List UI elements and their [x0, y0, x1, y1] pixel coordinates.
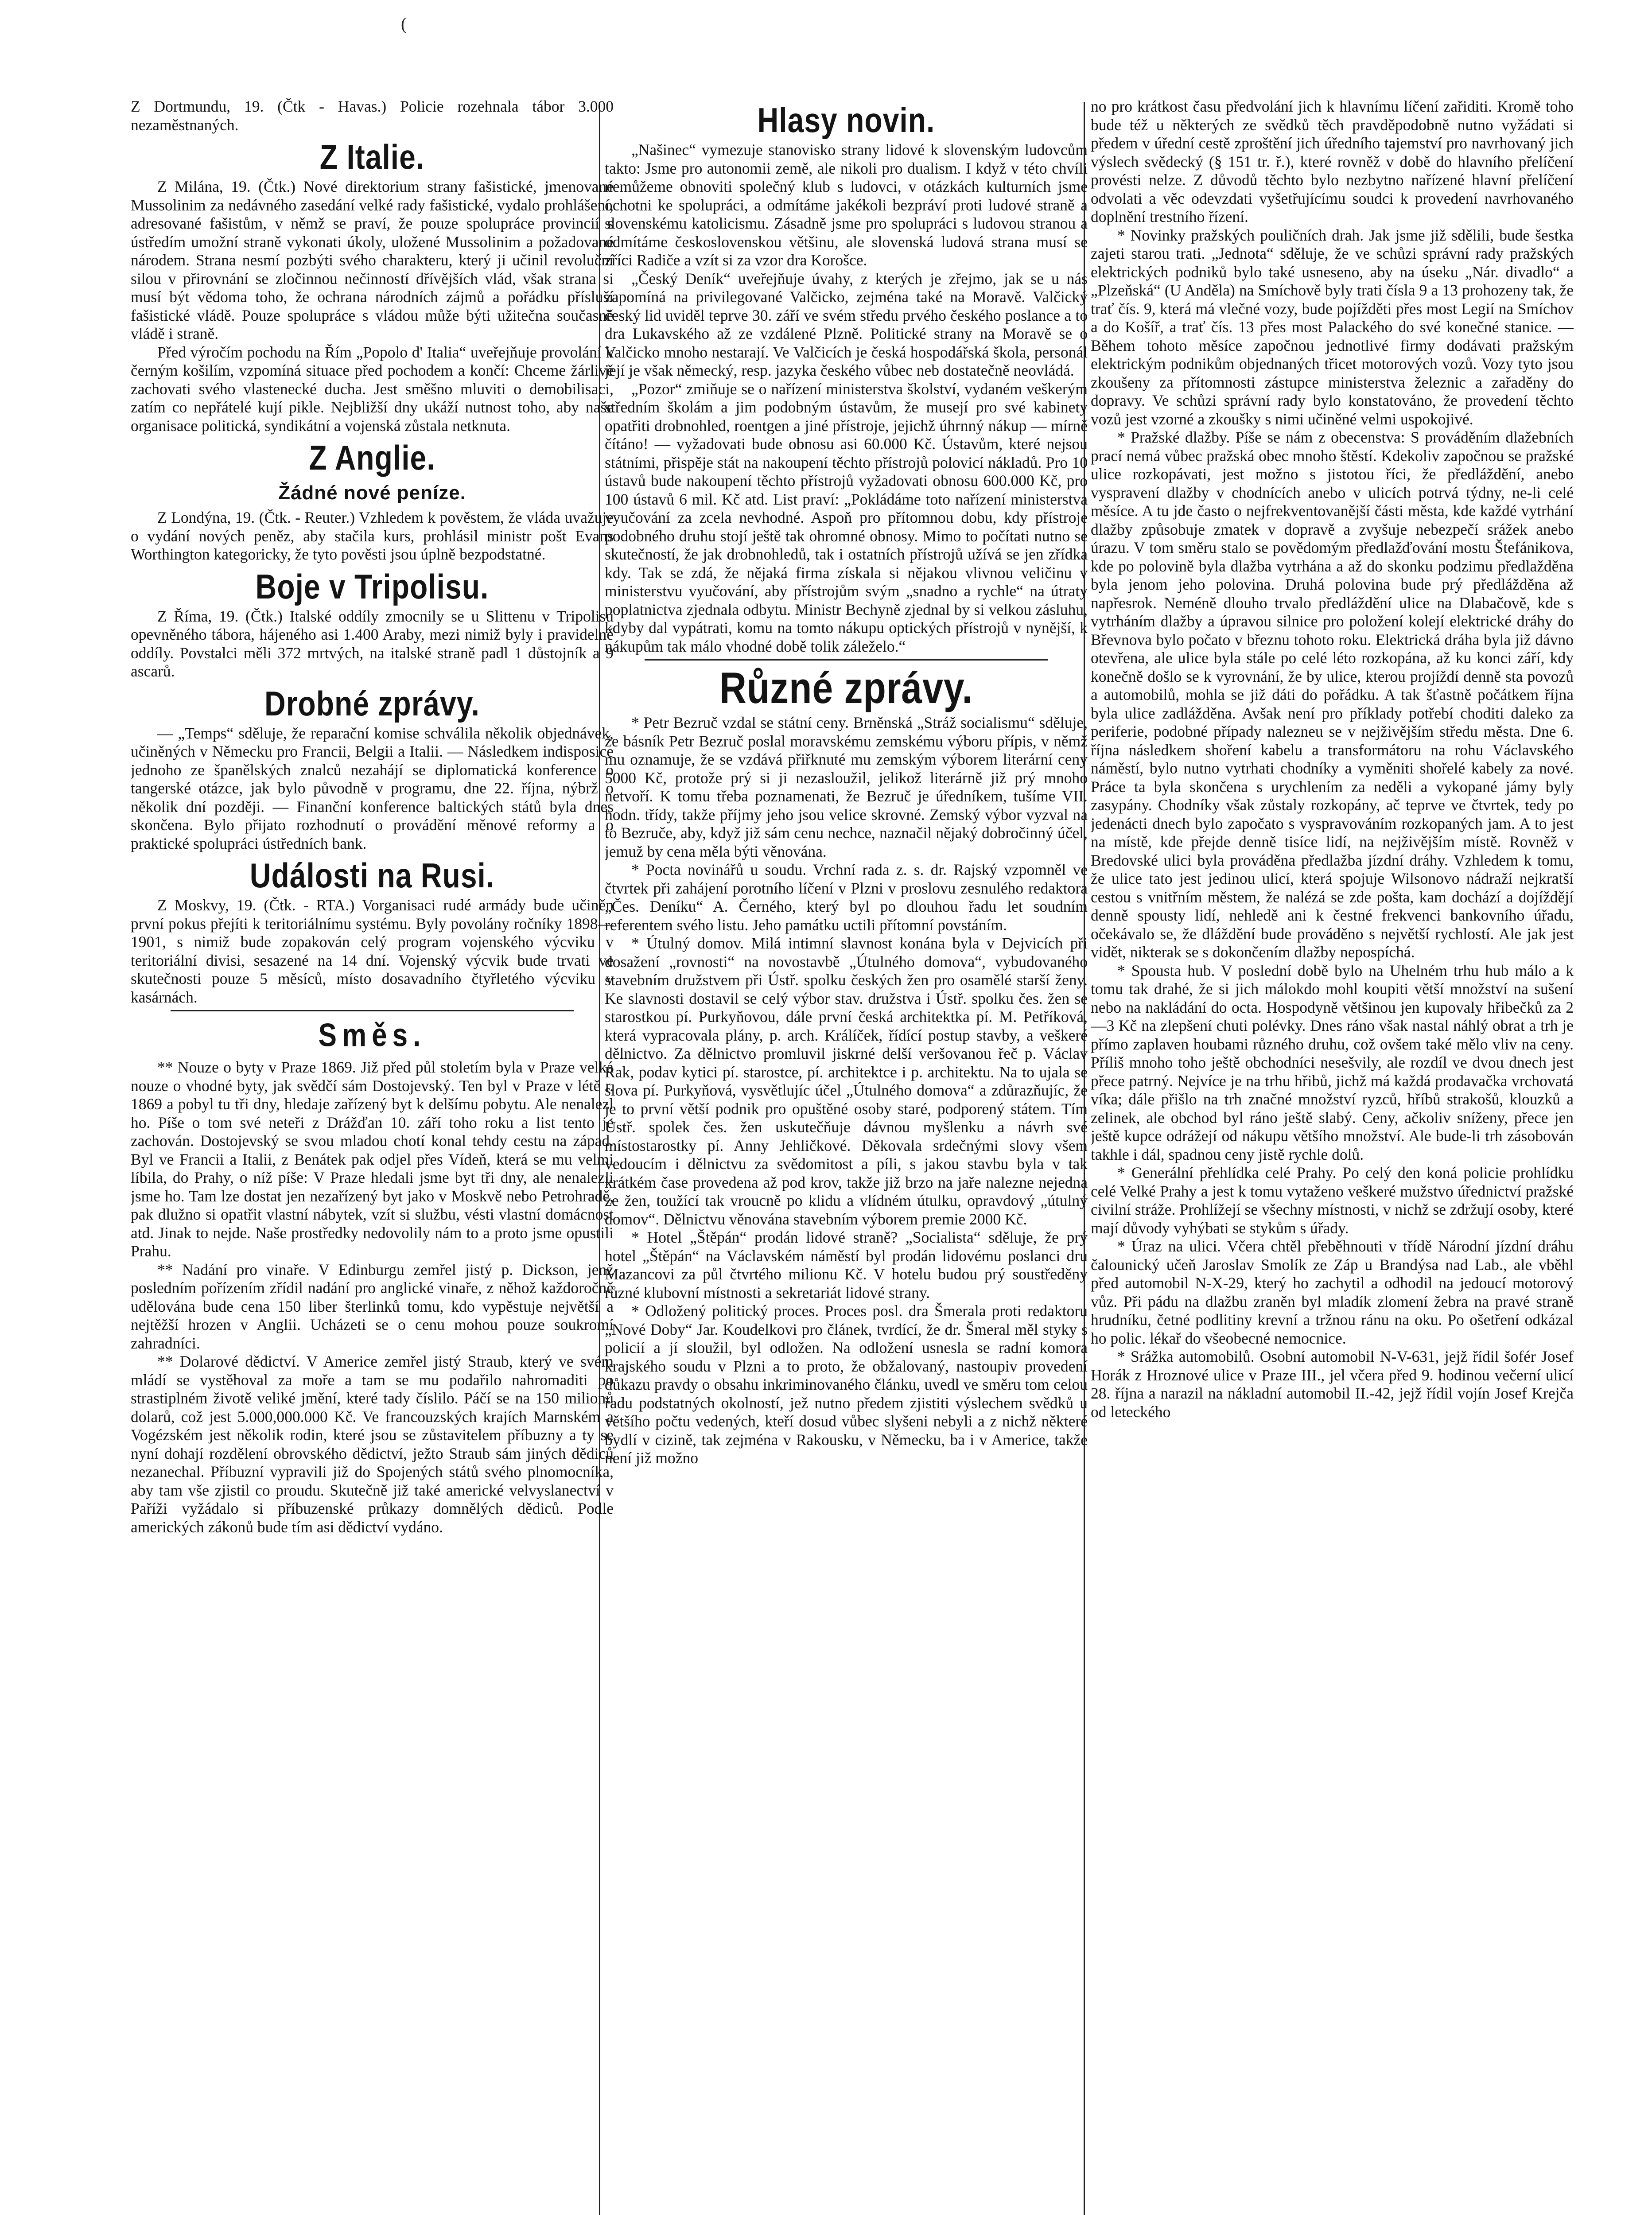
- news-continuation: no pro krátkost času předvolání jich k hlavnímu líčení zařiditi. Kromě toho bude též u některých ze svědků těch pravděpodobně nutno vyžádati si předem v úřední cestě zproštění jich úředního tajemství pro navrhovaný jich výslech svědecký (§ 151 tr. ř.), které rovněž v době do hlavního přelíčení provésti nelze. Z důvodů těchto bylo nezbytno nařízené hlavní přelíčení odvolati a věc odevzdati vyšetřujícímu soudci k provedení navrhovaného doplnění trestního řízení.: [1091, 97, 1574, 225]
- column-right: [1091, 97, 1574, 2215]
- news-drobne: — „Temps“ sděluje, že reparační komise schválila několik objednávek, učiněných v Německu pro Francii, Belgii a Italii. — Následkem indisposice jednoho ze španělských znalců nezahájí se diplomatická konference o tangerské otázce, jak bylo původně v programu, dne 22. října, nýbrž o několik dní později. — Finanční konference baltických států byla dnes skončena. Bylo přijato rozhodnutí o provádění měnové reformy a o praktické spolupráci ústředních bank.: [131, 724, 614, 852]
- news-nadani-vinare: ** Nadání pro vinaře. V Edinburgu zemřel jistý p. Dickson, jenž posledním pořízením zřídil nadání pro anglické vinaře, z něhož každoročně udělována bude cena 150 liber šterlinků tomu, kdo vypěstuje největší a nejtěžší hrozen v Anglii. Ucházeti se o cenu mohou pouze soukromí zahradníci.: [131, 1260, 614, 1352]
- heading-ruzne-zpravy: Různé zprávy.: [719, 663, 973, 713]
- news-spousta-hub: * Spousta hub. V poslední době bylo na Uhelném trhu hub málo a k tomu tak drahé, že si jich málokdo mohl koupiti větší množství na sušení nebo na nakládání do octa. Hospodyně většinou jen kupovaly hřibečků za 2—3 Kč na zlepšení chuti polévky. Dnes ráno však nastal náhlý obrat a trh je přímo zaplaven houbami různého druhu, což ovšem také mělo vliv na ceny. Příliš mnoho toho ještě obchodníci nesešvily, ale rozdíl ve dvou dnech jest přece patrný. Nejvíce je na trhu hřibů, jichž má každá prodavačka vrchovatá víka; dále přišlo na trh značné množství ryzců, hříbů strakošů, klouzků a zelinek, ale obchod byl ráno ještě slabý. Ceny, ačkoliv sníženy, přece jen ještě kupce odrážejí od nákupu většího množství. Ale bude-li trh zásobován takhle i dál, spadnou ceny jistě rychle dolů.: [1091, 961, 1574, 1163]
- news-dortmund: Z Dortmundu, 19. (Čtk - Havas.) Policie rozehnala tábor 3.000 nezaměstnaných.: [131, 97, 614, 134]
- news-cesky-denik: „Český Deník“ uveřejňuje úvahy, z kterých je zřejmo, jak se u nás zapomíná na privilegované Valčicko, zejména také na Moravě. Valčický český lid uviděl teprve 30. září ve svém středu prvého českého poslance a to dra Lukavského až ze vzdálené Plzně. Politické strany na Moravě se o Valčicko mnoho nestarají. Ve Valčicích je česká hospodářská škola, personál její je však německý, resp. jazyka českého vůbec neb dostatečně neovládá.: [605, 269, 1088, 379]
- news-srazka-automobilu: * Srážka automobilů. Osobní automobil N-V-631, jejž řídil šofér Josef Horák z Hroznové ulice v Praze III., jel včera před 9. hodinou večerní ulicí 28. října a narazil na nákladní automobil II.-42, jejž řídil vojín Josef Krejča od leteckého: [1091, 1348, 1574, 1421]
- news-nouze-o-byty: ** Nouze o byty v Praze 1869. Již před půl stoletím byla v Praze velká nouze o vhodné byty, jak svědčí sám Dostojevský. Ten byl v Praze v létě r. 1869 a pobyl tu tři dny, hledaje zařízený byt k delšímu pobytu. Ale nenalezl ho. Píše o tom své neteři z Drážďan 10. září toho roku a list tento je zachován. Dostojevský se svou mladou chotí konal tehdy cestu na západ. Byl ve Francii a Italii, z Benátek pak odjel přes Vídeň, která se mu velmi líbila, do Prahy, o níž píše: V Praze hledali jsme byt tři dny, ale nenalezli jsme ho. Tam lze dostat jen nezařízený byt jako v Moskvě nebo Petrohradě, pak dlužno si opatřit vlastní nábytek, vzít si službu, vésti vlastní domácnost atd. Jinak to nejde. Naše prostředky nedovolily nám to a proto jsme opustili Prahu.: [131, 1058, 614, 1260]
- section-divider: [171, 1010, 574, 1011]
- news-londyn: Z Londýna, 19. (Čtk. - Reuter.) Vzhledem k pověstem, že vláda uvažuje o vydání nových peněz, aby stačila kurs, prohlásil ministr pošt Evans Worthington kategoricky, že tyto pověsti jsou úplně bezpodstatné.: [131, 509, 614, 563]
- heading-smes: Směs.: [318, 1017, 426, 1054]
- news-pozor: „Pozor“ zmiňuje se o nařízení ministerstva školství, vydaném veškerým středním školám a jim podobným ústavům, že musejí pro své kabinety opatřiti drobnohled, roentgen a jiné přístroje, jejichž úhrnný nákup — mírně čítáno! — vyžadovati bude obnosu asi 60.000 Kč. Ústavům, které nejsou státními, přispěje stát na nakoupení těchto přístrojů polovicí nákladů. Pro 10 ústavů bude nakoupení těchto přístrojů vyžadovati obnosu 600.000 Kč, pro 100 ústavů 6 mil. Kč atd. List praví: „Pokládáme toto nařízení ministerstva vyučování za zcela nevhodné. Aspoň pro přítomnou dobu, kdy přístroje podobného druhu stojí ještě tak ohromné obnosy. Mimo to počítati nutno se skutečností, že jak drobnohledů, tak i ostatních přístrojů užívá se jen zřídka kdy. Tak se zdá, že nějaká firma získala si nějakou vlivnou veličinu v ministerstvu vyučování, aby přístrojům svým „snadno a rychle“ na útraty poplatnictva zjednala odbytu. Ministr Bechyně zjednal by si velkou zásluhu, kdyby dal vypátrati, komu na tomto nákupu optických přístrojů v nynější, k nákupům tak málo vhodné době tolik záleželo.“: [605, 380, 1088, 655]
- news-utulny-domov: * Útulný domov. Milá intimní slavnost konána byla v Dejvicích při dosažení „rovnosti“ na novostavbě „Útulného domova“, vybudovaného stavebním družstvem při Ústř. spolku českých žen pro osamělé starší ženy. Ke slavnosti dostavil se celý výbor stav. družstva i Ústř. spolku čes. žen se starostkou pí. Purkyňovou, dále první česká architektka pí. M. Petříková, která vypracovala plány, p. arch. Králíček, řídící postup stavby, a veškeré dělnictvo. Za dělnictvo promluvil jiskrné delší veršovanou řeč p. Václav Rak, podav kytici pí. starostce, pí. architektce i p. architektu. Na to ujala se slova pí. Purkyňová, vysvětlujíc účel „Útulného domova“ a zdůrazňujíc, že je to první větší podnik pro opuštěné osoby staré, podporený státem. Tím Ústř. spolek čes. žen uskutečňuje dávnou myšlenku a návrh své místostarostky pí. Anny Jehličkové. Děkovala srdečnými slovy všem vedoucím i dělnictvu za svědomitost a píli, s jakou stavbu byla v tak krátkém čase provedena až pod krov, takže již brzo na jaře nalezne nejedna ze žen, toužící tak vroucně po klidu a vlídném útulku, opravdový „útulný domov“. Dělnictvu věnována stavebním výborem premie 2000 Kč.: [605, 934, 1088, 1228]
- news-generalni-prehlidka: * Generální přehlídka celé Prahy. Po celý den koná policie prohlídku celé Velké Prahy a jest k tomu vytaženo veškeré mužstvo úřednictví pražské civilní stráže. Prohlížejí se všechny místnosti, v nichž se zdržují osoby, které mají důvody vyhýbati se stykům s úřady.: [1091, 1164, 1574, 1237]
- subheading-penize: Žádné nové peníze.: [278, 482, 466, 504]
- news-milano: Z Milána, 19. (Čtk.) Nové direktorium strany fašistické, jmenované Mussolinim za nedávného zasedání velké rady fašistické, vydalo prohlášení, adresované fašistům, v němž se praví, že pouze spolupráce provincií s ústředím umožní straně vykonati úkoly, uložené Mussolinim a požadované národem. Strana nesmí pozbýti svého charakteru, který ji učinil revoluční silou v přirovnání se zločinnou nečinností dřívějších vlád, však strana si musí být vědoma toho, že ochrana národních zájmů a pořádku přísluší fašistické vládě. Pouze spolupráce s vládou může býti užitečna současně vládě i straně.: [131, 178, 614, 342]
- heading-anglie: Z Anglie.: [309, 438, 435, 477]
- heading-italie: Z Italie.: [319, 137, 425, 176]
- news-dolarove-dedictvi: ** Dolarové dědictví. V Americe zemřel jistý Straub, který ve svém mládí se vystěhoval za moře a tam se mu podařilo nahromaditi po strastiplném životě veliké jmění, které tady číslilo. Páčí se na 150 milionů dolarů, což jest 5.000,000.000 Kč. Ve francouzských krajích Marnském a Vogézském jest několik rodin, které jsou se zůstavitelem příbuzny a ty se nyní dohají rozdělení obrovského dědictví, ježto Straub sám jiných dědiců nezanechal. Příbuzní vypravili již do Spojených států svého plnomocníka, aby tam vše zjistil co proudu. Skutečně již také americké velvyslanectví v Paříži vyžádalo si příbuzenské průkazy domnělých dědiců. Podle amerických zákonů bude tím asi dědictví vydáno.: [131, 1352, 614, 1536]
- section-divider: [645, 659, 1048, 661]
- news-novinky-drah: * Novinky pražských pouličních drah. Jak jsme již sdělili, bude šestka zajeti starou trati. „Jednota“ sděluje, že ve schůzi správní rady pražských elektrických podniků bylo také usneseno, aby na úseku „Nár. divadlo“ a „Plzeňská“ (U Anděla) na Smíchově byly trati čísla 9 a 13 prohozeny tak, že trať čís. 9, která má vlečné vozy, bude pojížděti přes most Legií na Smíchov a do Košíř, a trať čís. 13 přes most Palackého do své konečné stanice. — Během tohoto měsíce započnou jednotlivé firmy dodávati pražským elektrickým podnikům objednaných třicet motorových vozů. Vozy tyto jsou zkoušeny za přítomnosti zástupce ministerstva železnic a zařaděny do dopravy. Ve schůzi správní rady bylo konstatováno, že provedení těchto vozů jest vzorné a zkoušky s nimi učiněné velmi uspokojivé.: [1091, 226, 1574, 428]
- news-bezruc: * Petr Bezruč vzdal se státní ceny. Brněnská „Stráž socialismu“ sděluje, že básník Petr Bezruč poslal moravskému zemskému výboru přípis, v němž mu oznamuje, že se vzdává přiřknuté mu zemským výborem literární ceny 5000 Kč, protože prý si ji nezasloužil, jelikož literárně již prý mnoho netvoří. K tomu třeba poznamenati, že Bezruč je úředníkem, tušíme VII. hodn. třídy, takže příjmy jeho jsou velice skrovné. Zemský výbor vyzval na to Bezruče, aby, když již sám cenu nechce, naznačil nějaký dobročinný účel, jemuž by cena měla býti věnována.: [605, 714, 1088, 860]
- heading-hlasy-novin: Hlasy novin.: [757, 101, 935, 140]
- news-uraz-na-ulici: * Úraz na ulici. Včera chtěl přeběhnouti v třídě Národní jízdní dráhu čalounický učeň Jaroslav Smolík ze Záp u Brandýsa nad Lab., ale vběhl před automobil N-X-29, který ho zachytil a odhodil na jedoucí motorový vůz. Při pádu na dlažbu zraněn byl mladík zlomení žebra na pravé straně hrudníku, četné podlitiny krevní a tržnou ránu na oku. Po ošetření odkázal ho polic. lékař do všeobecné nemocnice.: [1091, 1237, 1574, 1347]
- news-hotel-stepan: * Hotel „Štěpán“ prodán lidové straně? „Socialista“ sděluje, že prý hotel „Štěpán“ na Václavském náměstí byl prodán lidovému poslanci dru Mazancovi za půl čtvrtého milionu Kč. V hotelu budou prý soustředěny různé klubovní místnosti a sekretariát lidové strany.: [605, 1228, 1088, 1302]
- news-nasinec: „Našinec“ vymezuje stanovisko strany lidové k slovenským ludovcům takto: Jsme pro autonomii země, ale nikoli pro dualism. I když v této chvíli nemůžeme obnoviti společný klub s ludovci, v otázkách kulturních jsme ochotni ke spolupráci, a odmítáme jakékoli bezpráví proti ludové straně a slovenskému katolicismu. Zásadně jsme pro spolupráci s ludovou stranou a odmítáme československou většinu, ale slovenská ludová strana musí se zříci Radiče a vzít si za vzor dra Korošce.: [605, 141, 1088, 269]
- news-vyroci-pochodu: Před výročím pochodu na Řím „Popolo d' Italia“ uveřejňuje provolání k černým košilím, vzpomíná situace před pochodem a končí: Chceme žárlivě zachovati svého vlastenecké ducha. Jest směšno mluviti o demobilisaci, zatím co nepřátelé kují pikle. Nejbližší dny ukáží nutnost toho, aby naše organisace politická, syndikátní a vojenská zůstala netknuta.: [131, 343, 614, 435]
- heading-drobne-zpravy: Drobné zprávy.: [264, 684, 480, 723]
- news-moskva: Z Moskvy, 19. (Čtk. - RTA.) Vorganisaci rudé armády bude učiněn první pokus přejíti k teritoriálnímu systému. Byly povolány ročníky 1898—1901, s nimiž bude zopakován celý program vojenského výcviku v teritoriální divisi, sesazené na 14 dní. Vojenský výcvik bude trvati ve skutečnosti pouze 5 měsíců, místo dosavadního čtyřletého výcviku v kasárnách.: [131, 896, 614, 1006]
- news-prazske-dlazby: * Pražské dlažby. Píše se nám z obecenstva: S prováděním dlažebních prací nemá vůbec pražská obec mnoho štěstí. Kdekoliv započnou se pražské ulice rozkopávati, jest možno s jistotou říci, že předláždění, anebo vyspravení dlažby v chodnících anebo v ulicích potrvá týdny, ne-li celé měsíce. A tu jde často o nejfrekventovanější části města, kde každé vytrhání dlažby způsobuje zmatek v dopravě a zvyšuje nebezpečí srážek anebo úrazu. V tom směru stalo se povědomým předlažďování mostu Štefánikova, kde po polovině byla dlažba vytrhána a až do skonku podzimu předlažděna byla jenom jeho polovina. Druhá polovina bude prý předlážděna až napřesrok. Neméně dlouho trvalo předláždění ulice na Dlabačově, kde s vytrháním dlažby a úpravou silnice pro položení kolejí elektrické dráhy do Břevnova bylo počato v březnu tohoto roku. Elektrická dráha byla již dávno otevřena, ale ulice byla stále po celé léto rozkopána, až ku konci září, kdy konečně došlo se k vyrovnání, že by ulice, kterou projíždí denně sta povozů a automobilů, mohla se již dáti do pořádku. A tak šťastně počátkem října byla ulice zadlážděna. Avšak není pro příklady potřebí choditi daleko za periferie, podobné případy nalezneu se v nejživějším středu města. Dne 6. října následkem shoření kabelu a transformátoru na rohu Václavského náměstí, bylo nutno vytrhati chodníky a vyměniti shořelé kabely za nové. Práce ta byla skončena s urychlením za neděli a vykopané jámy byly zasypány. Chodníky však zůstaly rozkopány, ač teprve ve čtvrtek, tedy po jedenácti dnech bylo započato s vyspravováním rozkopaných jam. A to jest na místě, kde přejde denně tisíce lidí, na nejživějším místě. Rovněž v Bredovské ulici byla prováděna předlažba jízdní dráhy. Vzhledem k tomu, že ulice tato jest jedinou ulicí, která spojuje Wilsonovo nádraží nejkratší cestou s vnitřním městem, že nalézá se zde pošta, kam dochází a dojíždějí denně spousty lidí, nehledě ani k čestné frekvenci bankovního úřadu, očekávalo se, že dláždění bude prováděno s největší rychlostí. Ale jak jest vidět, nikterak se s dokončením dlažby nepospíchá.: [1091, 428, 1574, 961]
- column-left: [131, 97, 614, 2215]
- heading-tripolis: Boje v Tripolisu.: [255, 567, 489, 606]
- news-rim: Z Říma, 19. (Čtk.) Italské oddíly zmocnily se u Slittenu v Tripolisu opevněného tábora, hájeného asi 1.400 Araby, mezi nimiž byly i pravidelné oddíly. Povstalci měli 372 mrtvých, na italské straně padl 1 důstojník a 9 ascarů.: [131, 607, 614, 680]
- news-pocta-novinaru: * Pocta novinářů u soudu. Vrchní rada z. s. dr. Rajský vzpomněl ve čtvrtek při zahájení porotního líčení v Plzni v proslovu zesnulého redaktora „Čes. Deníku“ A. Černého, který byl po dlouhou řadu let soudním referentem svého listu. Jeho památku uctili přítomní povstáním.: [605, 861, 1088, 934]
- print-mark: (: [401, 14, 407, 34]
- heading-rusi: Události na Rusi.: [249, 856, 495, 895]
- news-odlozeny-proces: * Odložený politický proces. Proces posl. dra Šmerala proti redaktoru „Nové Doby“ Jar. Koudelkovi pro článek, tvrdící, že dr. Šmeral měl styky s policií a jí sloužil, byl odložen. Na odložení usnesla se radní komora krajského soudu v Plzni a to proto, že obžalovaný, nastoupiv provedení důkazu pravdy o obsahu inkriminovaného článku, uvedl ve směru tom celou řadu podstatných okolností, jež nutno předem zjistiti výslechem svědků u většího počtu vedených, kteří dosud vůbec slyšeni nebyli a z nichž některé bydlí v cizině, tak zejména v Rakousku, v Německu, ba i v Americe, takže není již možno: [605, 1302, 1088, 1467]
- column-middle: [605, 97, 1088, 2215]
